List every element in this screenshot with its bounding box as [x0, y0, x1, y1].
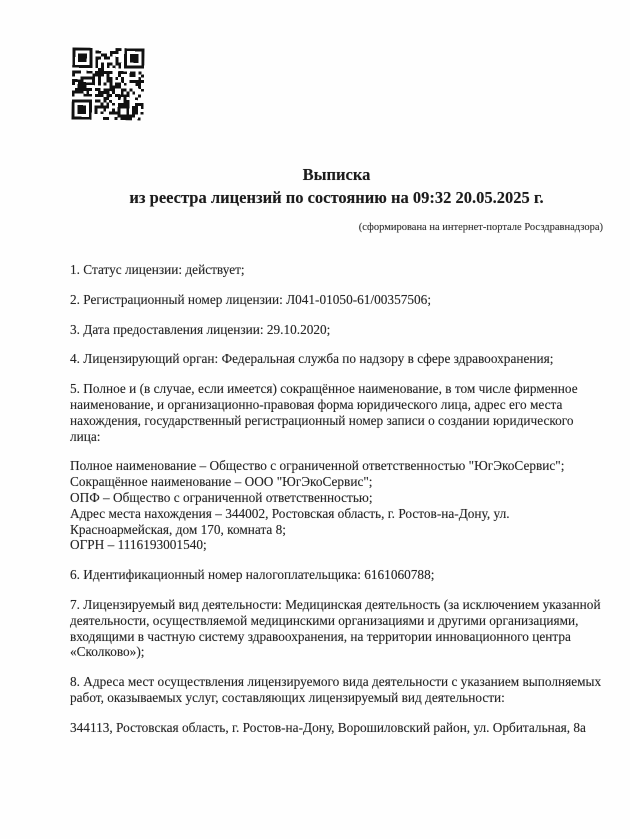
license-item-activity-addresses-heading: 8. Адреса мест осуществления лицензируемого вида деятельности с указанием выполняемых работ, оказываемых услуг, составляющих лицензируемый вид деятельности:: [70, 674, 602, 705]
license-item-activity-type: 7. Лицензируемый вид деятельности: Медицинская деятельность (за исключением указанной деятельности, осуществляемой медицинскими организациями и другими организациями, входящими в частную систему здравоохранения, на территории инновационного центра «Сколково»);: [70, 596, 601, 660]
org-address: Адрес места нахождения – 344002, Ростовская область, г. Ростов-на-Дону, ул. Красноармейская, дом 170, комната 8;: [70, 505, 510, 537]
license-item-status: 1. Статус лицензии: действует;: [70, 262, 245, 277]
license-item-inn: 6. Идентификационный номер налогоплательщика: 6161060788;: [70, 567, 435, 583]
qr-code-icon: [72, 48, 145, 121]
org-short-name: Сокращённое наименование – ООО "ЮгЭкоСервис";: [70, 474, 373, 490]
document-content: [70, 163, 603, 736]
title-line-1: Выписка: [302, 165, 371, 184]
org-full-name: Полное наименование – Общество с ограниченной ответственностью "ЮгЭкоСервис";: [70, 458, 565, 474]
document-subtitle: (сформирована на интернет-портале Росздравнадзора): [358, 222, 603, 233]
organization-details: [70, 458, 603, 553]
document-title: [70, 163, 603, 209]
activity-address: 344113, Ростовская область, г. Ростов-на-Дону, Ворошиловский район, ул. Орбитальная, 8а: [70, 719, 586, 735]
title-line-2: из реестра лицензий по состоянию на 09:32 20.05.2025 г.: [129, 188, 544, 207]
org-legal-form: ОПФ – Общество с ограниченной ответственностью;: [70, 489, 373, 505]
license-item-org-heading: 5. Полное и (в случае, если имеется) сокращённое наименование, в том числе фирменное наименование, и организационно-правовая форма юридического лица, адрес его места нахождения, государственный регистрационный номер записи о создании юридического лица:: [70, 381, 578, 444]
license-item-grant-date: 3. Дата предоставления лицензии: 29.10.2020;: [70, 321, 331, 337]
license-item-reg-number: 2. Регистрационный номер лицензии: Л041-01050-61/00357506;: [70, 291, 432, 307]
license-item-authority: 4. Лицензирующий орган: Федеральная служба по надзору в сфере здравоохранения;: [70, 351, 554, 367]
org-ogrn: ОГРН – 1116193001540;: [70, 537, 207, 553]
